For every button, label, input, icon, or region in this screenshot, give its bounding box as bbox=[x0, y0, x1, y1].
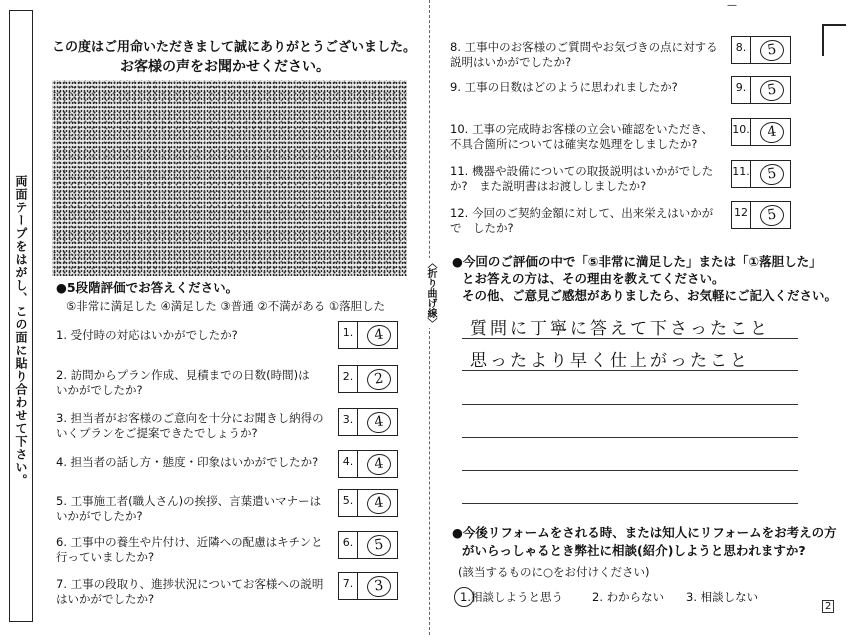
write-line bbox=[462, 503, 798, 504]
answer-box-9: 9. 5 bbox=[731, 76, 791, 104]
question-7: 7. 工事の段取り、進捗状況についてお客様への説明 はいかがでしたか? bbox=[56, 577, 335, 606]
reason-line-1: ●今回のご評価の中で「⑤非常に満足した」または「①落胆した」 bbox=[452, 254, 822, 269]
question-6: 6. 工事中の養生や片付け、近隣への配慮はキチンと 行っていましたか? bbox=[56, 535, 335, 564]
write-line bbox=[462, 404, 798, 405]
answer-box-11: 11. 5 bbox=[731, 160, 791, 188]
side-instruction-text: 両面テープをはがし、この面に貼り合わせて下さい。 bbox=[14, 175, 28, 487]
answer-circle-4: 4 bbox=[366, 452, 393, 476]
question-12: 12. 今回のご契約金額に対して、出来栄えはいかがで したか? bbox=[450, 206, 714, 235]
corner-label: 2 bbox=[822, 600, 834, 613]
fold-label: 〈折り曲げ線〉 bbox=[420, 258, 438, 328]
reason-line-2: とお答えの方は、その理由を教えてください。 bbox=[462, 271, 725, 286]
answer-box-10: 10. 4 bbox=[731, 118, 791, 146]
answer-box-6: 6. 5 bbox=[338, 531, 398, 559]
thanks-text: この度はご用命いただきまして誠にありがとうございました。 bbox=[52, 40, 417, 55]
question-10: 10. 工事の完成時お客様の立会い確認をいただき、 不具合箇所については確実な処理をしましたか? bbox=[450, 122, 719, 151]
referral-line-1: ●今後リフォームをされる時、または知人にリフォームをお考えの方 bbox=[452, 525, 837, 540]
rating-heading: ●5段階評価でお答えください。 bbox=[56, 280, 239, 295]
answer-box-4: 4. 4 bbox=[338, 450, 398, 478]
answer-box-7: 7. 3 bbox=[338, 572, 398, 600]
redacted-image bbox=[52, 80, 407, 276]
referral-note: (該当するものに○をお付けください) bbox=[458, 565, 650, 579]
handwritten-comment-1: 質問に丁寧に答えて下さったこと bbox=[470, 319, 770, 339]
write-line bbox=[462, 470, 798, 471]
question-4: 4. 担当者の話し方・態度・印象はいかがでしたか? bbox=[56, 455, 319, 469]
corner-mark-top bbox=[822, 24, 846, 26]
answer-circle-2: 2 bbox=[366, 367, 393, 391]
answer-box-5: 5. 4 bbox=[338, 489, 398, 517]
question-11: 11. 機器や設備についての取扱説明はいかがでしたか? また説明書はお渡ししましたか? bbox=[450, 164, 714, 193]
answer-circle-7: 3 bbox=[366, 574, 393, 598]
answer-box-12: 12 5 bbox=[731, 201, 791, 229]
write-line bbox=[462, 437, 798, 438]
write-line bbox=[462, 370, 798, 371]
question-5: 5. 工事施工者(職人さん)の挨拶、言葉遣いマナーは いかがでしたか? bbox=[56, 494, 333, 523]
corner-mark-top-vertical bbox=[822, 24, 824, 56]
page-title: お客様の声をお聞かせください。 bbox=[120, 59, 330, 75]
question-9: 9. 工事の日数はどのように思われましたか? bbox=[450, 80, 678, 94]
write-line bbox=[462, 338, 798, 339]
answer-circle-12: 5 bbox=[759, 203, 786, 227]
answer-circle-6: 5 bbox=[366, 533, 393, 557]
answer-circle-8: 5 bbox=[759, 38, 786, 62]
answer-circle-3: 4 bbox=[366, 410, 393, 434]
handwritten-comment-2: 思ったより早く仕上がったこと bbox=[470, 351, 750, 371]
answer-circle-11: 5 bbox=[759, 162, 786, 186]
tick-mark: — bbox=[727, 0, 737, 11]
question-2: 2. 訪問からプラン作成、見積までの日数(時間)は いかがでしたか? bbox=[56, 368, 322, 397]
answer-box-8: 8. 5 bbox=[731, 36, 791, 64]
answer-circle-10: 4 bbox=[759, 120, 786, 144]
reason-line-3: その他、ご意見ご感想がありましたら、お気軽にご記入ください。 bbox=[462, 288, 838, 303]
question-8: 8. 工事中のお客様のご質問やお気づきの点に対する 説明はいかがでしたか? bbox=[450, 40, 730, 69]
question-1: 1. 受付時の対応はいかがでしたか? bbox=[56, 328, 238, 342]
referral-option-1: 1.相談しようと思う bbox=[460, 590, 563, 604]
answer-circle-5: 4 bbox=[366, 491, 393, 515]
referral-option-3: 3. 相談しない bbox=[686, 590, 759, 604]
referral-line-2: がいらっしゃるとき弊社に相談(紹介)しようと思われますか? bbox=[462, 543, 806, 558]
rating-legend: ⑤非常に満足した ④満足した ③普通 ②不満がある ①落胆した bbox=[66, 299, 386, 313]
referral-option-2: 2. わからない bbox=[592, 590, 665, 604]
question-3: 3. 担当者がお客様のご意向を十分にお聞きし納得の いくプランをご提案できたでしょうか? bbox=[56, 411, 336, 440]
answer-box-2: 2. 2 bbox=[338, 365, 398, 393]
answer-circle-1: 4 bbox=[366, 323, 393, 347]
answer-circle-9: 5 bbox=[759, 78, 786, 102]
answer-box-1: 1. 4 bbox=[338, 321, 398, 349]
answer-box-3: 3. 4 bbox=[338, 408, 398, 436]
